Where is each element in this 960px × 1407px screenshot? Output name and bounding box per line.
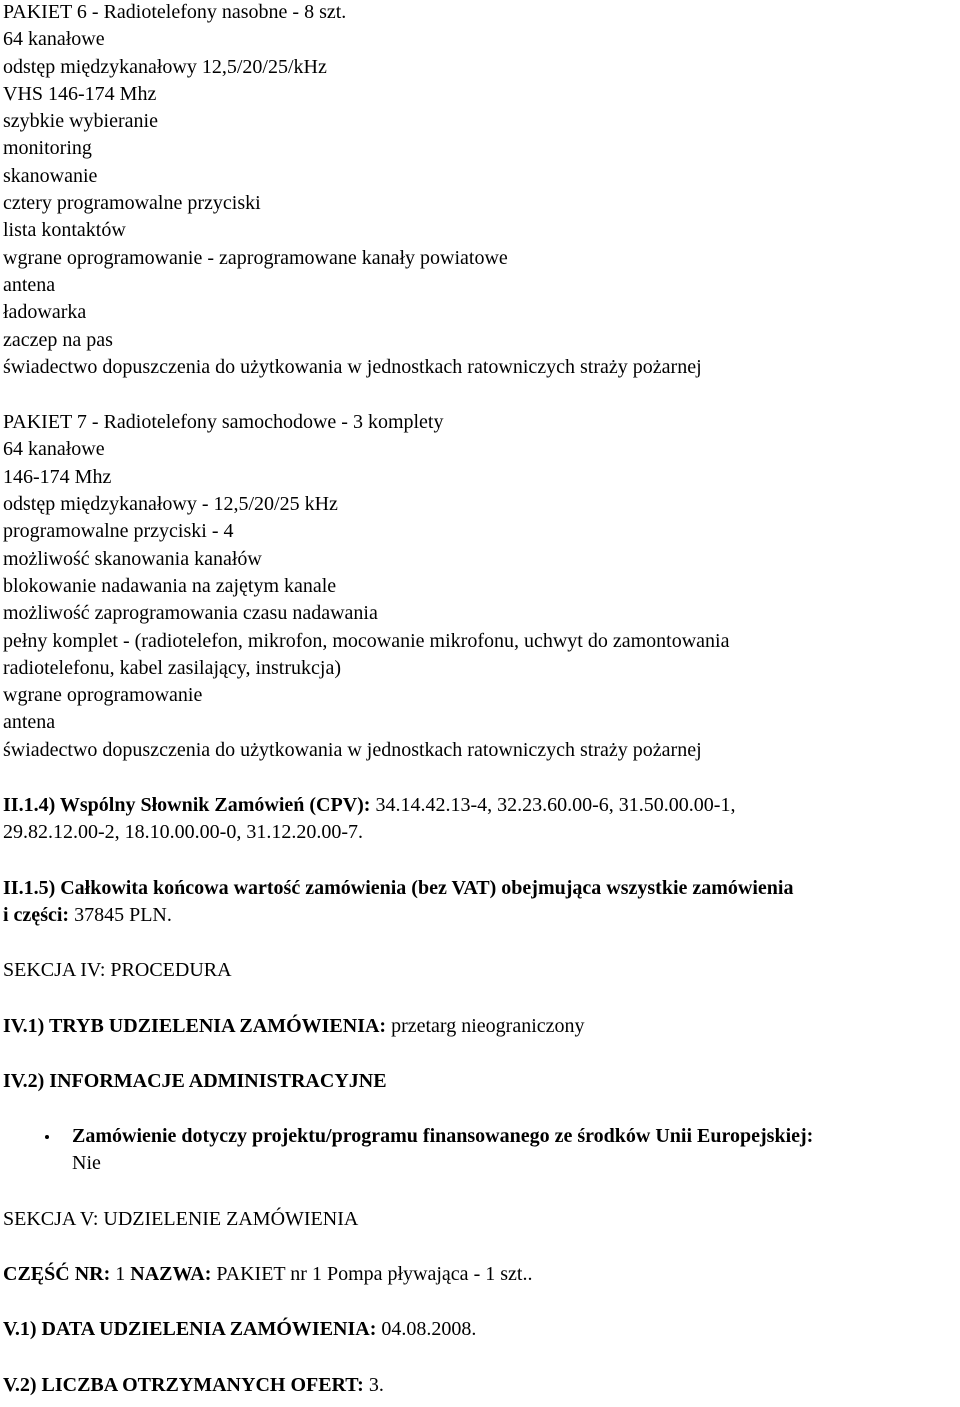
- eu-funding-value: Nie: [72, 1152, 101, 1175]
- pakiet6-item: zaczep na pas: [3, 328, 113, 351]
- eu-funding-label: Zamówienie dotyczy projektu/programu finansowanego ze środków Unii Europejskiej:: [72, 1125, 814, 1148]
- pakiet7-item: możliwość zaprogramowania czasu nadawania: [3, 602, 378, 625]
- pakiet7-item: 64 kanałowe: [3, 438, 105, 461]
- procedure-type-value: przetarg nieograniczony: [386, 1014, 585, 1037]
- pakiet6-item: monitoring: [3, 137, 92, 160]
- pakiet7-komplet-line: radiotelefonu, kabel zasilający, instrukcja): [3, 656, 341, 679]
- eu-funding-label-line: [72, 1123, 960, 1150]
- procedure-type-label: IV.1) TRYB UDZIELENIA ZAMÓWIENIA:: [3, 1014, 387, 1037]
- total-label-line-1: [3, 875, 960, 902]
- cpv-block: [3, 792, 960, 847]
- admin-info-heading-text: IV.2) INFORMACJE ADMINISTRACYJNE: [3, 1069, 387, 1092]
- offers-count-block: [3, 1372, 960, 1399]
- part-label: CZĘŚĆ NR:: [3, 1262, 111, 1285]
- award-date-label: V.1) DATA UDZIELENIA ZAMÓWIENIA:: [3, 1318, 377, 1341]
- part-value: 1: [110, 1262, 131, 1285]
- pakiet6-item: lista kontaktów: [3, 219, 126, 242]
- award-date-block: [3, 1316, 960, 1343]
- pakiet7-item: blokowanie nadawania na zajętym kanale: [3, 574, 337, 597]
- total-line-2: [3, 902, 960, 929]
- name-label: NAZWA:: [130, 1262, 212, 1285]
- cpv-label: II.1.4) Wspólny Słownik Zamówień (CPV):: [3, 794, 371, 817]
- admin-info-heading: [3, 1068, 960, 1095]
- pakiet6-item: VHS 146-174 Mhz: [3, 82, 157, 105]
- total-label: II.1.5) Całkowita końcowa wartość zamówienia (bez VAT) obejmująca wszystkie zamówienia: [3, 876, 794, 899]
- section5-heading-block: [3, 1206, 960, 1233]
- cpv-line-1: [3, 792, 960, 819]
- pakiet6-item: antena: [3, 273, 56, 296]
- pakiet7-block: [3, 409, 960, 764]
- offers-count-label: V.2) LICZBA OTRZYMANYCH OFERT:: [3, 1373, 364, 1396]
- bullet-icon: [45, 1135, 49, 1139]
- pakiet7-item: antena: [3, 711, 56, 734]
- pakiet7-item: odstęp międzykanałowy - 12,5/20/25 kHz: [3, 493, 338, 516]
- part-name-block: [3, 1261, 960, 1288]
- pakiet7-komplet-line: pełny komplet - (radiotelefon, mikrofon, mocowanie mikrofonu, uchwyt do zamontowania: [3, 629, 730, 652]
- procedure-type-block: [3, 1013, 960, 1040]
- pakiet6-item: cztery programowalne przyciski: [3, 192, 261, 215]
- pakiet7-item: programowalne przyciski - 4: [3, 520, 234, 543]
- section4-heading-block: [3, 957, 960, 984]
- total-label-parts: i części:: [3, 903, 70, 926]
- pakiet6-item: skanowanie: [3, 164, 98, 187]
- pakiet6-item: odstęp międzykanałowy 12,5/20/25/kHz: [3, 55, 327, 78]
- procedure-type-line: [3, 1013, 960, 1040]
- part-name-line: [3, 1261, 960, 1288]
- section4-heading: SEKCJA IV: PROCEDURA: [3, 959, 232, 982]
- pakiet6-item: szybkie wybieranie: [3, 110, 158, 133]
- pakiet7-item: świadectwo dopuszczenia do użytkowania w jednostkach ratowniczych straży pożarnej: [3, 738, 702, 761]
- pakiet7-item: 146-174 Mhz: [3, 465, 112, 488]
- total-value-block: [3, 875, 960, 930]
- pakiet6-item: ładowarka: [3, 301, 87, 324]
- pakiet7-item: wgrane oprogramowanie: [3, 684, 203, 707]
- pakiet6-title: PAKIET 6 - Radiotelefony nasobne - 8 szt.: [3, 1, 347, 23]
- award-date-line: [3, 1316, 960, 1343]
- pakiet6-block: [3, 0, 960, 381]
- cpv-codes: 34.14.42.13-4, 32.23.60.00-6, 31.50.00.00-1,: [370, 794, 736, 817]
- name-value: PAKIET nr 1 Pompa pływająca - 1 szt..: [211, 1262, 533, 1285]
- pakiet6-item: wgrane oprogramowanie - zaprogramowane kanały powiatowe: [3, 246, 508, 269]
- admin-info-block: [3, 1068, 960, 1095]
- section5-heading: SEKCJA V: UDZIELENIE ZAMÓWIENIA: [3, 1207, 359, 1230]
- cpv-codes-line-2: 29.82.12.00-2, 18.10.00.00-0, 31.12.20.00-7.: [3, 821, 363, 844]
- offers-count-value: 3.: [363, 1373, 384, 1396]
- pakiet7-item: możliwość skanowania kanałów: [3, 547, 262, 570]
- pakiet6-item: świadectwo dopuszczenia do użytkowania w jednostkach ratowniczych straży pożarnej: [3, 355, 702, 378]
- eu-funding-item: [3, 1123, 960, 1178]
- pakiet7-title: PAKIET 7 - Radiotelefony samochodowe - 3 komplety: [3, 411, 444, 434]
- award-date-value: 04.08.2008.: [376, 1318, 477, 1341]
- offers-count-line: [3, 1372, 960, 1399]
- pakiet6-item: 64 kanałowe: [3, 28, 105, 51]
- total-value: 37845 PLN.: [69, 903, 172, 926]
